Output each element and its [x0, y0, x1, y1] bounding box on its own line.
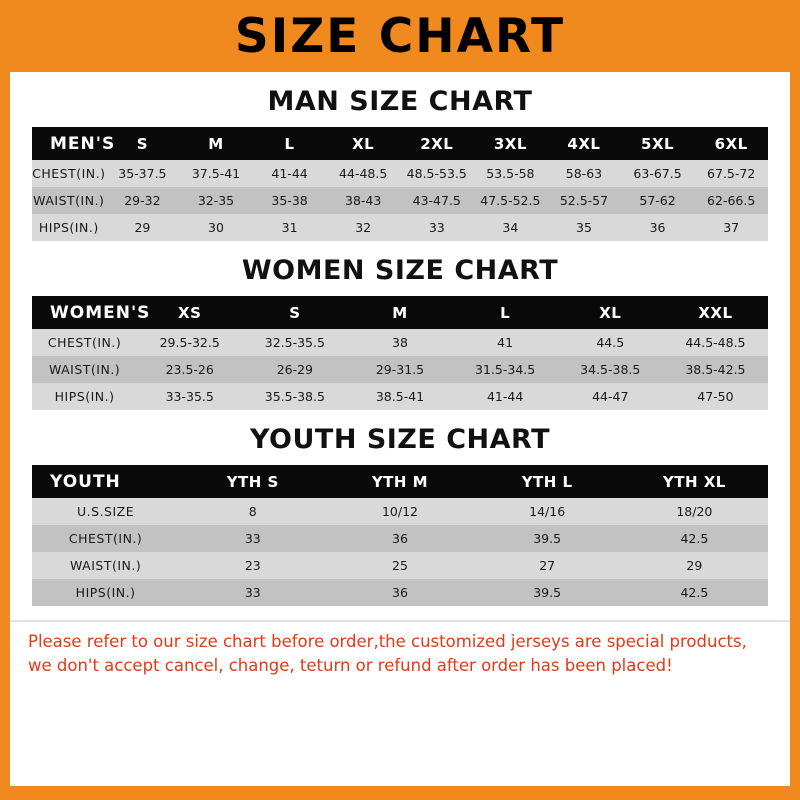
row-label: WAIST(IN.) — [48, 362, 121, 377]
cell: 38-43 — [345, 193, 382, 208]
cell: 36 — [392, 531, 408, 546]
table-row — [32, 356, 768, 383]
table-row — [32, 525, 768, 552]
header-band — [0, 0, 800, 72]
cell: 33-35.5 — [165, 389, 214, 404]
col-header-xl: XL — [599, 303, 622, 322]
cell: 39.5 — [533, 531, 562, 546]
row-label: CHEST(IN.) — [47, 335, 122, 350]
cell: 32.5-35.5 — [264, 335, 325, 350]
col-header-yth-xl: YTH XL — [662, 472, 726, 491]
row-label: CHEST(IN.) — [32, 166, 106, 181]
col-header-4xl: 4XL — [567, 134, 601, 153]
cell: 44-48.5 — [339, 166, 388, 181]
cell: 47.5-52.5 — [480, 193, 541, 208]
section-title-women: WOMEN SIZE CHART — [241, 255, 559, 286]
cell: 44.5-48.5 — [685, 335, 746, 350]
page-title: SIZE CHART — [234, 8, 566, 64]
cell: 8 — [248, 504, 257, 519]
youth-size-table — [32, 465, 768, 606]
cell: 29-32 — [124, 193, 161, 208]
bottom-accent-band — [0, 786, 800, 800]
table-row — [32, 579, 768, 606]
cell: 35-37.5 — [118, 166, 167, 181]
table-row — [32, 214, 768, 241]
table-row — [32, 552, 768, 579]
row-label: HIPS(IN.) — [75, 585, 136, 600]
cell: 29-31.5 — [375, 362, 425, 377]
cell: 42.5 — [680, 585, 709, 600]
cell: 38.5-42.5 — [685, 362, 746, 377]
cell: 33 — [428, 220, 445, 235]
cell: 25 — [392, 558, 408, 573]
cell: 23 — [244, 558, 261, 573]
col-header-xl: XL — [352, 134, 375, 153]
cell: 29 — [134, 220, 151, 235]
table-row — [32, 187, 768, 214]
table-row — [32, 383, 768, 410]
col-header-m: M — [208, 134, 224, 153]
cell: 29.5-32.5 — [159, 335, 220, 350]
cell: 36 — [392, 585, 408, 600]
cell: 27 — [539, 558, 556, 573]
row-label: WAIST(IN.) — [33, 193, 105, 208]
cell: 34.5-38.5 — [580, 362, 641, 377]
col-header-label: YOUTH — [50, 471, 121, 492]
cell: 58-63 — [565, 166, 603, 181]
col-header-5xl: 5XL — [641, 134, 675, 153]
cell: 35-38 — [271, 193, 308, 208]
cell: 41 — [497, 335, 514, 350]
cell: 39.5 — [533, 585, 562, 600]
cell: 48.5-53.5 — [406, 166, 467, 181]
col-header-s: S — [289, 303, 301, 322]
cell: 18/20 — [676, 504, 713, 519]
row-label: WAIST(IN.) — [69, 558, 142, 573]
cell: 38 — [392, 335, 408, 350]
cell: 23.5-26 — [165, 362, 214, 377]
col-header-yth-m: YTH M — [371, 472, 429, 491]
cell: 67.5-72 — [707, 166, 756, 181]
cell: 32-35 — [197, 193, 235, 208]
col-header-l: L — [284, 134, 295, 153]
col-header-xs: XS — [178, 303, 202, 322]
cell: 52.5-57 — [559, 193, 609, 208]
footer-note-line2: we don't accept cancel, change, teturn or refund after order has been placed! — [28, 655, 673, 675]
cell: 53.5-58 — [486, 166, 535, 181]
cell: 42.5 — [680, 531, 709, 546]
section-man — [10, 86, 790, 241]
col-header-yth-s: YTH S — [226, 472, 279, 491]
cell: 41-44 — [486, 389, 524, 404]
col-header-m: M — [392, 303, 408, 322]
cell: 41-44 — [271, 166, 308, 181]
col-header-label: WOMEN'S — [50, 302, 151, 323]
row-label: HIPS(IN.) — [38, 220, 99, 235]
section-title-youth: YOUTH SIZE CHART — [249, 424, 551, 455]
cell: 36 — [649, 220, 666, 235]
cell: 14/16 — [529, 504, 566, 519]
women-size-table — [32, 296, 768, 410]
cell: 30 — [208, 220, 224, 235]
table-header-row — [32, 127, 768, 160]
section-title-man: MAN SIZE CHART — [267, 86, 533, 117]
cell: 34 — [502, 220, 519, 235]
cell: 33 — [244, 585, 261, 600]
row-label: CHEST(IN.) — [68, 531, 143, 546]
cell: 31.5-34.5 — [475, 362, 536, 377]
cell: 35 — [576, 220, 592, 235]
cell: 62-66.5 — [707, 193, 756, 208]
table-header-row — [32, 465, 768, 498]
cell: 26-29 — [276, 362, 314, 377]
cell: 31 — [281, 220, 298, 235]
section-women — [10, 255, 790, 410]
cell: 29 — [686, 558, 703, 573]
cell: 37 — [723, 220, 740, 235]
cell: 43-47.5 — [412, 193, 461, 208]
cell: 44-47 — [592, 389, 629, 404]
section-youth — [10, 424, 790, 606]
cell: 37.5-41 — [191, 166, 241, 181]
cell: 38.5-41 — [375, 389, 425, 404]
col-header-label: MEN'S — [50, 133, 116, 154]
col-header-xxl: XXL — [698, 303, 733, 322]
cell: 35.5-38.5 — [264, 389, 325, 404]
table-row — [32, 329, 768, 356]
cell: 33 — [244, 531, 261, 546]
col-header-l: L — [500, 303, 511, 322]
cell: 47-50 — [697, 389, 734, 404]
table-header-row — [32, 296, 768, 329]
col-header-6xl: 6XL — [714, 134, 748, 153]
row-label: U.S.SIZE — [77, 504, 135, 519]
cell: 32 — [355, 220, 372, 235]
cell: 57-62 — [639, 193, 676, 208]
footer-note — [10, 620, 790, 678]
cell: 10/12 — [381, 504, 418, 519]
col-header-yth-l: YTH L — [521, 472, 573, 491]
col-header-s: S — [136, 134, 149, 153]
col-header-2xl: 2XL — [420, 134, 454, 153]
col-header-3xl: 3XL — [493, 134, 527, 153]
cell: 44.5 — [596, 335, 625, 350]
row-label: HIPS(IN.) — [54, 389, 115, 404]
table-row — [32, 160, 768, 187]
cell: 63-67.5 — [633, 166, 682, 181]
table-row — [32, 498, 768, 525]
footer-note-line1: Please refer to our size chart before order,the customized jerseys are special products, — [28, 632, 747, 651]
men-size-table — [32, 127, 768, 241]
